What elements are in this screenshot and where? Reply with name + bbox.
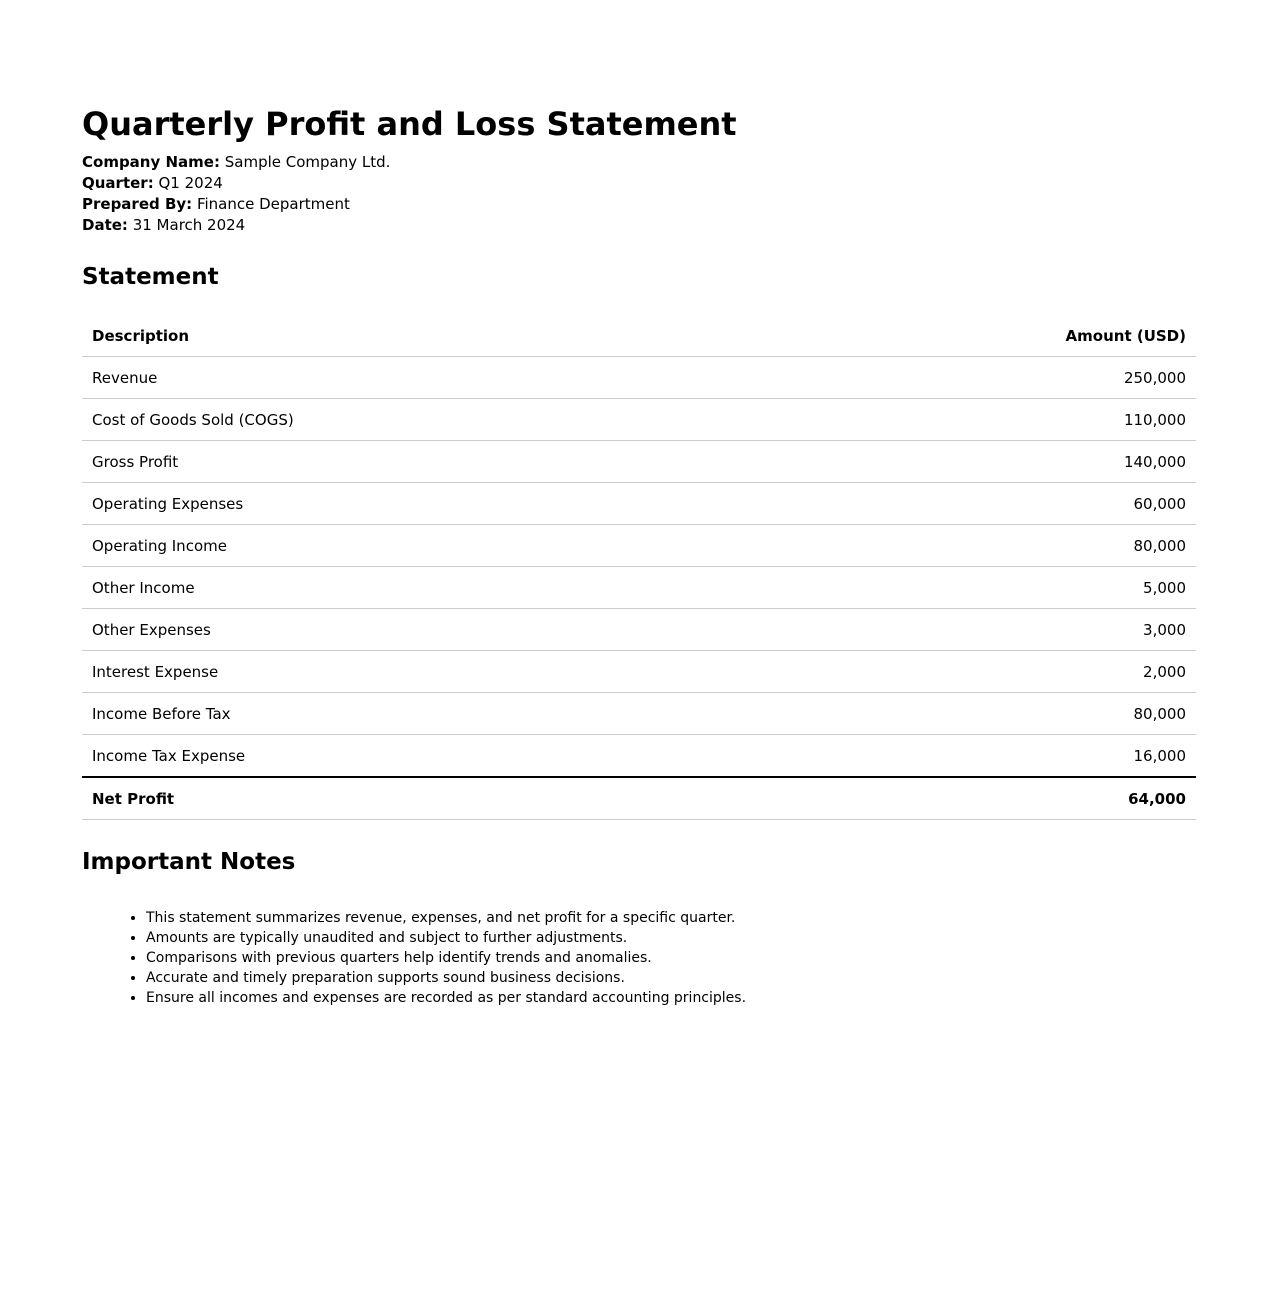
table-row (82, 693, 1196, 735)
net-profit-amount: 64,000 (764, 777, 1196, 820)
row-description: Operating Income (82, 525, 764, 567)
row-description: Gross Profit (82, 441, 764, 483)
row-amount: 16,000 (764, 735, 1196, 778)
meta-label: Date: (82, 216, 128, 234)
row-description: Income Tax Expense (82, 735, 764, 778)
row-description: Operating Expenses (82, 483, 764, 525)
table-row (82, 609, 1196, 651)
meta-label: Company Name: (82, 153, 220, 171)
row-description: Revenue (82, 357, 764, 399)
meta-value: Finance Department (196, 195, 350, 213)
table-row (82, 567, 1196, 609)
row-description: Other Expenses (82, 609, 764, 651)
notes-list (82, 908, 746, 1008)
statement-table (82, 315, 1196, 820)
column-header-amount: Amount (USD) (764, 315, 1196, 357)
table-row (82, 441, 1196, 483)
row-amount: 5,000 (764, 567, 1196, 609)
row-amount: 3,000 (764, 609, 1196, 651)
statement-heading: Statement (82, 264, 219, 290)
table-row (82, 735, 1196, 778)
column-header-description: Description (82, 315, 764, 357)
list-item: • Ensure all incomes and expenses are recorded as per standard accounting principles. (146, 988, 746, 1008)
table-row (82, 483, 1196, 525)
row-amount: 140,000 (764, 441, 1196, 483)
row-description: Cost of Goods Sold (COGS) (82, 399, 764, 441)
meta-value: Sample Company Ltd. (224, 153, 391, 171)
list-item: • Accurate and timely preparation supports sound business decisions. (146, 968, 746, 988)
row-description: Income Before Tax (82, 693, 764, 735)
row-amount: 80,000 (764, 525, 1196, 567)
row-amount: 110,000 (764, 399, 1196, 441)
table-row (82, 399, 1196, 441)
page-title: Quarterly Profit and Loss Statement (82, 105, 737, 143)
list-item: • This statement summarizes revenue, expenses, and net profit for a specific quarter. (146, 908, 746, 928)
meta-label: Quarter: (82, 174, 154, 192)
row-description: Interest Expense (82, 651, 764, 693)
table-row (82, 357, 1196, 399)
meta-prepared-by (82, 194, 390, 215)
table-row (82, 651, 1196, 693)
document-meta (82, 152, 390, 236)
meta-label: Prepared By: (82, 195, 193, 213)
net-profit-row (82, 777, 1196, 820)
row-amount: 60,000 (764, 483, 1196, 525)
row-description: Other Income (82, 567, 764, 609)
meta-quarter (82, 173, 390, 194)
meta-company (82, 152, 390, 173)
table-row (82, 525, 1196, 567)
net-profit-label: Net Profit (82, 777, 764, 820)
meta-date (82, 215, 390, 236)
table-header-row (82, 315, 1196, 357)
row-amount: 250,000 (764, 357, 1196, 399)
meta-value: 31 March 2024 (132, 216, 246, 234)
list-item: • Comparisons with previous quarters help identify trends and anomalies. (146, 948, 746, 968)
notes-heading: Important Notes (82, 849, 296, 875)
row-amount: 80,000 (764, 693, 1196, 735)
row-amount: 2,000 (764, 651, 1196, 693)
meta-value: Q1 2024 (158, 174, 223, 192)
list-item: • Amounts are typically unaudited and subject to further adjustments. (146, 928, 746, 948)
